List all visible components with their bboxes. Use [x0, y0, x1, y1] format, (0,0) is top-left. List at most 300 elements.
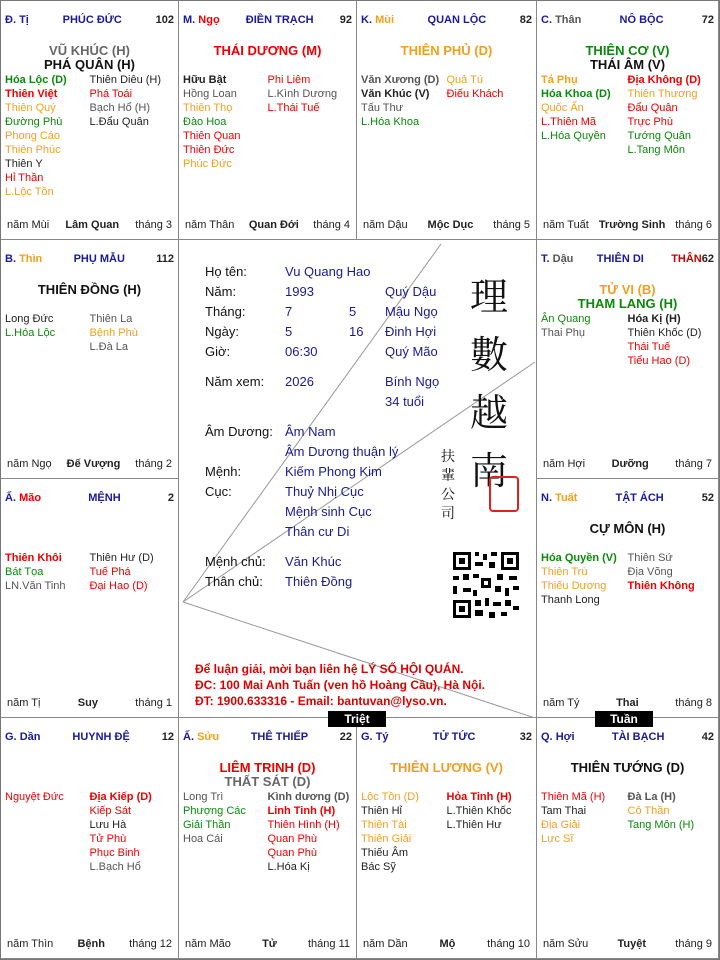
palace-name: PHÚC ĐỨC: [62, 14, 122, 26]
callig-char-2: 數: [469, 333, 508, 377]
palace-mao: [1, 479, 179, 718]
minor-star: Phá Toái: [89, 88, 133, 100]
minor-star: Tả Phụ: [541, 74, 578, 86]
dai-han-number: 22: [339, 731, 352, 743]
minor-star: Văn Khúc (V): [361, 88, 430, 100]
minor-star-column-right: [90, 551, 175, 593]
palace-header: [183, 731, 352, 745]
minor-stars: [541, 551, 714, 607]
main-star-1: THÁI DƯƠNG (M): [213, 43, 322, 58]
palace-right: [667, 253, 714, 267]
minor-stars: [5, 551, 174, 593]
minor-star: Thiên Sứ: [627, 552, 673, 564]
minor-star: Cô Thần: [627, 805, 670, 817]
palace-footer: [543, 219, 712, 231]
palace-branch: [183, 14, 220, 28]
branch-stem: Ấ.: [183, 731, 194, 743]
minor-star: Thiên Hình (H): [267, 819, 340, 831]
minor-stars: [361, 73, 532, 129]
palace-thin: [1, 240, 179, 479]
nguyet-han: tháng 4: [313, 219, 350, 231]
minor-star: Đà La (H): [627, 791, 676, 803]
minor-star: Phúc Đức: [183, 158, 232, 170]
minor-star: L.Hóa Khoa: [361, 116, 420, 128]
palace-name: TẬT ÁCH: [615, 492, 664, 504]
minor-star: L.Hóa Lộc: [5, 327, 56, 339]
palace-header: [541, 14, 714, 28]
palace-right: [340, 731, 352, 745]
minor-star: Kiếp Sát: [89, 805, 132, 817]
tieu-han-year: năm Thìn: [7, 938, 54, 950]
dai-han-number: 32: [519, 731, 532, 743]
minor-star: Long Trì: [183, 791, 224, 803]
tieu-han-year: năm Tị: [7, 697, 41, 709]
palace-header: [5, 14, 174, 28]
truong-sinh: Quan Đới: [248, 219, 299, 231]
palace-footer: [185, 219, 350, 231]
branch-stem: K.: [361, 14, 372, 26]
minor-star: Thai Phụ: [541, 327, 586, 339]
minor-star: Phong Cáo: [5, 130, 61, 142]
palace-footer: [7, 697, 172, 709]
palace-right: [168, 492, 174, 506]
contact-line-1: Để luận giải, mời bạn liên hệ LÝ SỐ HỘI QUÁN.: [195, 662, 464, 676]
minor-star: Trực Phù: [627, 116, 673, 128]
minor-star-column-left: [183, 73, 268, 171]
minor-star: Tang Môn (H): [627, 819, 695, 831]
minor-star-column-right: [628, 790, 715, 846]
nguyet-han: tháng 9: [675, 938, 712, 950]
palace-branch: [361, 731, 389, 745]
palace-suu: [179, 718, 357, 959]
branch-name: Thân: [555, 14, 582, 26]
minor-star: Thiên Việt: [5, 88, 58, 100]
branch-name: Thìn: [19, 253, 43, 265]
tieu-han-year: năm Dần: [363, 938, 408, 950]
birth-month-solar: 7: [285, 304, 293, 319]
minor-star-column-right: [90, 73, 175, 199]
palace-branch: [5, 731, 40, 745]
minor-star: Tam Thai: [541, 805, 587, 817]
birth-hour: 06:30: [285, 344, 318, 359]
minor-star: Thiên Mã (H): [541, 791, 606, 803]
palace-ti: [1, 1, 179, 240]
dai-han-number: 112: [156, 253, 174, 265]
minor-star: Thiếu Dương: [541, 580, 607, 592]
minor-star-column-right: [268, 73, 353, 171]
callig-char-1: 理: [469, 275, 508, 319]
minor-star-column-right: [447, 790, 533, 874]
truong-sinh: Suy: [77, 697, 98, 709]
minor-stars: [5, 312, 174, 354]
name-label: Họ tên:: [205, 264, 247, 279]
branch-stem: N.: [541, 492, 552, 504]
minor-star: Địa Kiếp (D): [89, 791, 152, 803]
minor-star: L.Thiên Khốc: [446, 805, 512, 817]
truong-sinh: Mộ: [439, 938, 456, 950]
minor-star: Thiên Thọ: [183, 102, 233, 114]
branch-name: Tý: [375, 731, 389, 743]
minor-star: Nguyệt Đức: [5, 791, 64, 803]
amduong-2: Âm Dương thuận lý: [285, 444, 399, 459]
palace-tuat: [537, 479, 719, 718]
minor-star: L.Hóa Quyền: [541, 130, 606, 142]
minor-star: Quốc Ấn: [541, 102, 584, 114]
palace-right: [520, 14, 532, 28]
dai-han-number: 12: [161, 731, 174, 743]
minor-star: Bát Tọa: [5, 566, 44, 578]
tieu-han-year: năm Mão: [185, 938, 231, 950]
menhchu-label: Mệnh chủ:: [205, 554, 266, 569]
palace-ty: [357, 718, 537, 959]
tieu-han-year: năm Tý: [543, 697, 580, 709]
main-star-1: THIÊN TƯỚNG (D): [570, 760, 685, 775]
minor-star-column-left: [541, 73, 628, 157]
minor-star: Thiếu Âm: [361, 847, 409, 859]
tieu-han-year: năm Ngọ: [7, 458, 52, 470]
minor-star: Long Đức: [5, 313, 54, 325]
minor-star: Tiểu Hao (D): [627, 355, 691, 367]
palace-branch: [541, 14, 581, 28]
nguyet-han: tháng 1: [135, 697, 172, 709]
palace-name: THIÊN DI: [596, 253, 644, 265]
minor-star: Địa Võng: [627, 566, 673, 578]
minor-star-column-left: [5, 551, 90, 593]
branch-stem: M.: [183, 14, 196, 26]
minor-star: Đường Phù: [5, 116, 63, 128]
minor-star: L.Thái Tuế: [267, 102, 320, 114]
callig-char-3: 越: [469, 391, 508, 435]
palace-dan: [1, 718, 179, 959]
seal-char-3: 公: [441, 487, 455, 503]
thanchu: Thiên Đồng: [285, 574, 353, 589]
minor-star: Thiên Trù: [541, 566, 588, 578]
branch-stem: Đ.: [5, 14, 16, 26]
calligraphy: [469, 268, 509, 500]
minor-star: Hỏa Tinh (H): [446, 791, 512, 803]
minor-star: Văn Xương (D): [361, 74, 440, 86]
truong-sinh: Tử: [262, 938, 277, 950]
qr-code: [451, 550, 521, 620]
menh-label: Mệnh:: [205, 464, 242, 479]
thanchu-label: Thân chủ:: [205, 574, 263, 589]
truong-sinh: Mộc Dục: [427, 219, 474, 231]
minor-star: Lưu Hà: [89, 819, 127, 831]
branch-name: Dần: [19, 731, 41, 743]
minor-star: Bệnh Phù: [89, 327, 138, 339]
branch-stem: G.: [5, 731, 17, 743]
center-panel: [179, 240, 537, 718]
nguyet-han: tháng 11: [307, 938, 350, 950]
palace-name: PHỤ MẪU: [73, 253, 125, 265]
birth-month-lunar: 5: [349, 304, 357, 319]
minor-star: L.Đẩu Quân: [89, 116, 149, 128]
tieu-han-year: năm Sửu: [543, 938, 589, 950]
minor-star: Kình dương (D): [267, 791, 350, 803]
tieu-han-year: năm Mùi: [7, 219, 50, 231]
nguyet-han: tháng 2: [135, 458, 172, 470]
branch-stem: B.: [5, 253, 16, 265]
branch-name: Tị: [19, 14, 29, 26]
palace-right: [702, 14, 714, 28]
minor-star: Địa Không (D): [627, 74, 701, 86]
birth-day-canchi: Đinh Hợi: [385, 324, 437, 339]
palace-branch: [5, 253, 42, 267]
minor-star: Thiên Quan: [183, 130, 241, 142]
palace-right: [702, 731, 714, 745]
minor-star: Thiên Khốc (D): [627, 327, 702, 339]
nguyet-han: tháng 7: [675, 458, 712, 470]
minor-star: Thiên Thương: [627, 88, 698, 100]
cuc-2: Mệnh sinh Cục: [285, 504, 372, 519]
palace-name: TÀI BẠCH: [611, 731, 665, 743]
minor-star: Đại Hao (D): [89, 580, 148, 592]
minor-star-column-left: [183, 790, 268, 874]
day-label: Ngày:: [205, 324, 239, 339]
branch-stem: Q.: [541, 731, 553, 743]
nguyet-han: tháng 3: [135, 219, 172, 231]
minor-star-column-left: [541, 551, 628, 607]
palace-footer: [185, 938, 350, 950]
minor-star: Bác Sỹ: [361, 861, 396, 873]
palace-name: NÔ BỘC: [619, 14, 664, 26]
minor-star: Hồng Loan: [183, 88, 237, 100]
minor-star: Tuế Phá: [89, 566, 131, 578]
minor-star-column-right: [628, 551, 715, 607]
minor-star-column-right: [268, 790, 353, 874]
view-year-label: Năm xem:: [205, 374, 265, 389]
minor-stars: [541, 73, 714, 157]
month-label: Tháng:: [205, 304, 246, 319]
minor-star: Hóa Quyền (V): [541, 552, 617, 564]
main-star-1: TỬ VI (B): [599, 282, 656, 297]
minor-star: Lộc Tồn (D): [361, 791, 419, 803]
palace-header: [541, 492, 714, 506]
cuc-label: Cục:: [205, 484, 232, 499]
minor-star-column-left: [5, 790, 90, 874]
tieu-han-year: năm Tuất: [543, 219, 589, 231]
minor-star: Điếu Khách: [446, 88, 504, 100]
palace-name: QUAN LỘC: [427, 14, 487, 26]
main-star-1: THIÊN LƯƠNG (V): [390, 760, 503, 775]
minor-star: Thiên Giải: [361, 833, 412, 845]
minor-star: Địa Giải: [541, 819, 581, 831]
nguyet-han: tháng 6: [675, 219, 712, 231]
palace-header: [361, 731, 532, 745]
amduong-label: Âm Dương:: [205, 424, 273, 439]
minor-star-column-right: [628, 73, 715, 157]
birth-hour-canchi: Quý Mão: [385, 344, 438, 359]
callig-char-4: 南: [469, 449, 508, 493]
minor-star: L.Đà La: [89, 341, 129, 353]
than-marker: THÂN: [671, 253, 702, 265]
dai-han-number: 82: [519, 14, 532, 26]
minor-star-column-left: [5, 73, 90, 199]
minor-stars: [183, 790, 352, 874]
minor-star: Thiên Diêu (H): [89, 74, 162, 86]
palace-header: [361, 14, 532, 28]
minor-star: Quả Tú: [446, 74, 483, 86]
minor-star: L.Tang Môn: [627, 144, 685, 156]
minor-star: Linh Tinh (H): [267, 805, 336, 817]
minor-star: Thiên Phúc: [5, 144, 61, 156]
branch-name: Mão: [19, 492, 42, 504]
minor-star: Hoa Cái: [183, 833, 223, 845]
birth-year-canchi: Quý Dậu: [385, 284, 437, 299]
truong-sinh: Thai: [616, 697, 639, 709]
person-name: Vu Quang Hao: [285, 264, 371, 279]
palace-ngo: [179, 1, 357, 240]
main-star-2: PHÁ QUÂN (H): [44, 57, 135, 72]
branch-name: Ngọ: [198, 14, 220, 26]
minor-stars: [541, 790, 714, 846]
contact-address: ĐC: 100 Mai Anh Tuấn (ven hồ Hoàng Cầu), Hà Nội.: [195, 678, 486, 692]
palace-name: TỬ TỨC: [432, 731, 476, 743]
palace-hoi: [537, 718, 719, 959]
birth-day-lunar: 16: [349, 324, 364, 339]
minor-star: L.Kình Dương: [267, 88, 338, 100]
truong-sinh: Lâm Quan: [65, 219, 120, 231]
minor-star: Hữu Bật: [183, 74, 227, 86]
nguyet-han: tháng 5: [493, 219, 530, 231]
minor-star: L.Bạch Hổ: [89, 861, 141, 873]
minor-star: L.Lộc Tồn: [5, 186, 54, 198]
birth-month-canchi: Mậu Ngọ: [385, 304, 438, 319]
palace-branch: [5, 14, 29, 28]
palace-dau: [537, 240, 719, 479]
palace-header: [541, 253, 714, 267]
branch-stem: G.: [361, 731, 373, 743]
palace-footer: [7, 458, 172, 470]
minor-stars: [5, 73, 174, 199]
palace-than: [537, 1, 719, 240]
palace-right: [156, 253, 174, 267]
minor-star: Bạch Hổ (H): [89, 102, 151, 114]
minor-star: Đào Hoa: [183, 116, 227, 128]
seal-char-1: 扶: [441, 449, 455, 465]
palace-right: [162, 731, 174, 745]
minor-star: Thiên Quý: [5, 102, 56, 114]
palace-branch: [541, 492, 577, 506]
birth-day-solar: 5: [285, 324, 293, 339]
branch-name: Tuất: [555, 492, 578, 504]
truong-sinh: Bệnh: [77, 938, 105, 950]
minor-star-column-left: [5, 312, 90, 354]
cuc: Thuỷ Nhị Cục: [285, 484, 364, 499]
dai-han-number: 102: [155, 14, 174, 26]
minor-star: Lực Sĩ: [541, 833, 574, 845]
minor-star-column-left: [541, 790, 628, 846]
palace-footer: [543, 938, 712, 950]
palace-right: [520, 731, 532, 745]
minor-star-column-right: [628, 312, 715, 368]
nguyet-han: tháng 12: [129, 938, 172, 950]
palace-header: [5, 253, 174, 267]
minor-star: Tấu Thư: [361, 102, 404, 114]
minor-star: Thiên Y: [5, 158, 43, 170]
branch-name: Dậu: [552, 253, 574, 265]
minor-star: Giải Thần: [183, 819, 231, 831]
minor-star: Thái Tuế: [627, 341, 671, 353]
minor-star-column-left: [361, 73, 447, 129]
triet-badge: Triệt: [328, 711, 386, 727]
truong-sinh: Đế Vượng: [66, 458, 121, 470]
minor-star: Phượng Các: [183, 805, 246, 817]
view-year-canchi: Bính Ngọ: [385, 374, 440, 389]
dai-han-number: 92: [339, 14, 352, 26]
minor-star: Quan Phù: [267, 833, 318, 845]
branch-name: Hợi: [555, 731, 575, 743]
main-star-2: THẤT SÁT (D): [224, 774, 311, 789]
contact-block: [195, 661, 485, 709]
minor-star-column-left: [541, 312, 628, 368]
minor-star: Thiên Hỉ: [361, 805, 402, 817]
palace-right: [156, 14, 174, 28]
minor-star: Thanh Long: [541, 594, 600, 606]
main-star-1: THIÊN ĐỒNG (H): [37, 282, 142, 297]
minor-star-column-right: [90, 312, 175, 354]
dai-han-number: 2: [167, 492, 174, 504]
minor-star: Tử Phù: [89, 833, 127, 845]
minor-star-column-right: [90, 790, 175, 874]
branch-stem: Ấ.: [5, 492, 16, 504]
dai-han-number: 42: [701, 731, 714, 743]
red-seal: [489, 476, 519, 512]
tieu-han-year: năm Dậu: [363, 219, 408, 231]
palace-footer: [363, 219, 530, 231]
palace-branch: [5, 492, 41, 506]
main-star-1: THIÊN CƠ (V): [585, 43, 670, 58]
minor-star: Thiên Đức: [183, 144, 235, 156]
minor-stars: [183, 73, 352, 171]
main-star-1: LIÊM TRINH (D): [219, 760, 316, 775]
minor-star: Thiên Không: [627, 580, 695, 592]
age: 34 tuổi: [385, 394, 425, 409]
dai-han-number: 62: [701, 253, 714, 265]
minor-star: L.Hóa Kị: [267, 861, 310, 873]
minor-star: L.Thiên Mã: [541, 116, 597, 128]
main-star-1: THIÊN PHỦ (D): [400, 43, 493, 58]
minor-star: Ân Quang: [541, 313, 591, 325]
minor-star: Thiên La: [89, 313, 133, 325]
truong-sinh: Dưỡng: [611, 458, 649, 470]
minor-star: L.Thiên Hư: [446, 819, 502, 831]
minor-star: Đẩu Quân: [627, 102, 678, 114]
minor-star: Thiên Hư (D): [89, 552, 154, 564]
palace-name: MỆNH: [88, 492, 121, 504]
menhchu: Văn Khúc: [285, 554, 342, 569]
palace-right: [340, 14, 352, 28]
palace-footer: [7, 938, 172, 950]
palace-header: [541, 731, 714, 745]
tuan-badge: Tuần: [595, 711, 653, 727]
dai-han-number: 52: [701, 492, 714, 504]
minor-star: Tướng Quân: [627, 130, 691, 142]
minor-star: Hỉ Thần: [5, 172, 44, 184]
menh: Kiếm Phong Kim: [285, 464, 382, 479]
truong-sinh: Tuyệt: [617, 938, 647, 950]
contact-phone-email[interactable]: ĐT: 1900.633316 - Email: bantuvan@lyso.vn.: [195, 694, 447, 708]
view-year: 2026: [285, 374, 314, 389]
palace-branch: [183, 731, 219, 745]
tieu-han-year: năm Hợi: [543, 458, 586, 470]
branch-stem: C.: [541, 14, 552, 26]
minor-star: Thiên Tài: [361, 819, 407, 831]
minor-star: Phục Binh: [89, 847, 140, 859]
palace-name: HUYNH ĐỆ: [72, 731, 130, 743]
minor-star: LN.Văn Tinh: [5, 580, 66, 592]
tieu-han-year: năm Thân: [185, 219, 235, 231]
